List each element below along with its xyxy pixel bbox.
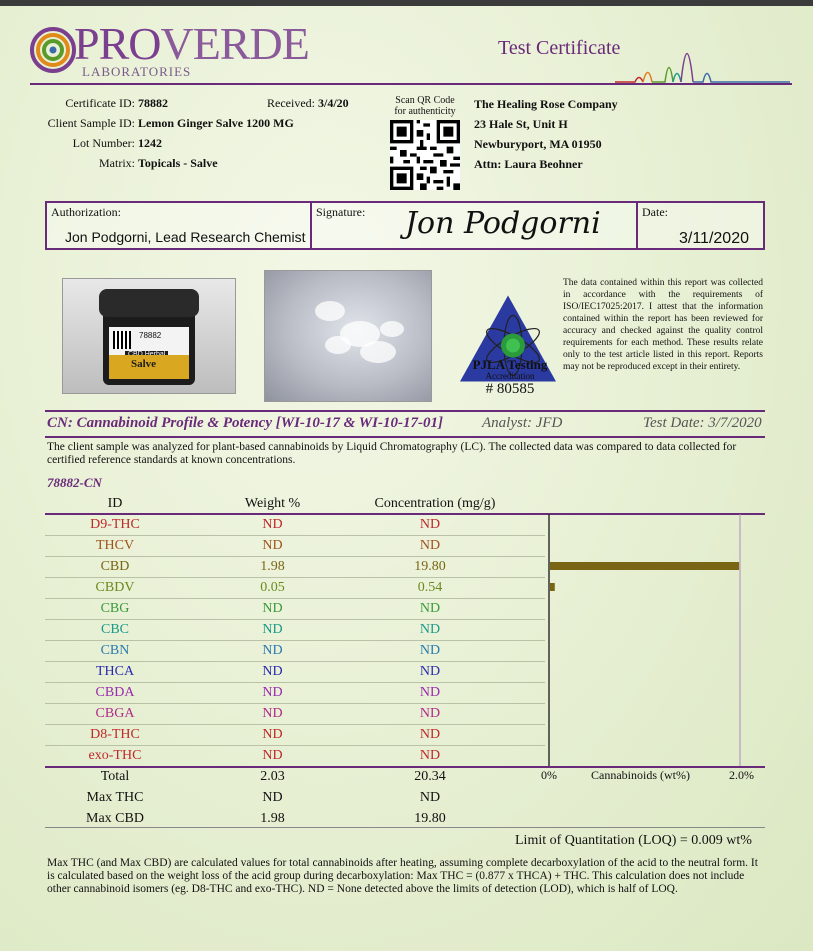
totals-row xyxy=(45,788,545,809)
section-analyst: Analyst: JFD xyxy=(482,415,563,431)
table-cell-conc: ND xyxy=(419,685,441,700)
table-row xyxy=(45,746,545,767)
disclaimer-text: The data contained within this report was collected in accordance with the requirements of ISO/IEC17025:2017. I attest that the information contained within the report has been reviewed for accuracy and checked against the quality control requirements for each method. These results relate only to the test article listed in this report. Reports may not be reproduced except in their entirety. xyxy=(563,278,763,372)
authorizer-name: Jon Podgorni, Lead Research Chemist xyxy=(65,229,306,245)
table-cell-weight: 0.05 xyxy=(260,580,285,595)
section-description: The client sample was analyzed for plant-based cannabinoids by Liquid Chromatography (LC). The collected data was compared to data collected for certified reference standards at known concentrations. xyxy=(47,441,737,466)
received-label: Received: xyxy=(267,96,315,110)
totals-row xyxy=(45,767,545,788)
authorization-label: Authorization: xyxy=(51,205,121,219)
loq-text: Limit of Quantitation (LOQ) = 0.009 wt% xyxy=(515,833,752,848)
table-cell-id: CBC xyxy=(100,622,129,637)
header-rule xyxy=(30,83,792,85)
chart-axis-title: Cannabinoids (wt%) xyxy=(591,768,690,782)
chart-tick-max: 2.0% xyxy=(729,768,754,782)
totals-cell-id: Max THC xyxy=(86,790,144,805)
received-value: 3/4/20 xyxy=(318,96,349,110)
table-cell-conc: ND xyxy=(419,748,441,763)
table-cell-conc: ND xyxy=(419,517,441,532)
jar-lid xyxy=(99,289,199,317)
logo-wordmark: PROVERDE xyxy=(74,18,309,69)
table-cell-conc: ND xyxy=(419,643,441,658)
table-cell-weight: ND xyxy=(262,538,283,553)
totals-cell-conc: ND xyxy=(419,790,441,805)
product-photo xyxy=(62,278,236,394)
table-cell-id: D9-THC xyxy=(90,517,140,532)
top-bar xyxy=(0,0,813,6)
table-row xyxy=(45,599,545,620)
table-cell-conc: 0.54 xyxy=(417,580,443,595)
table-cell-id: D8-THC xyxy=(90,727,140,742)
chromatogram-peaks-icon xyxy=(615,25,790,85)
table-cell-conc: ND xyxy=(419,601,441,616)
table-cell-weight: 1.98 xyxy=(260,559,285,574)
totals-cell-weight: 2.03 xyxy=(260,769,285,784)
date-value: 3/11/2020 xyxy=(679,230,749,247)
table-cell-conc: ND xyxy=(419,622,441,637)
section-test-date: Test Date: 3/7/2020 xyxy=(643,415,762,431)
table-row xyxy=(45,641,545,662)
table-cell-id: THCA xyxy=(95,664,135,679)
jar-yellow-label xyxy=(109,355,189,379)
auth-separator xyxy=(310,203,312,248)
chart-tick-min: 0% xyxy=(541,768,557,782)
table-row xyxy=(45,725,545,746)
table-row xyxy=(45,536,545,557)
table-cell-conc: ND xyxy=(419,706,441,721)
table-cell-weight: ND xyxy=(262,622,283,637)
footnote-text: Max THC (and Max CBD) are calculated values for total cannabinoids after heating, assuming complete decarboxylation of the acid to the neutral form. It is calculated based on the weight loss of the acid group during decarboxylation: Max THC = (0.877 x THCA) + THC. This calculation does not include other cannabinoid isomers (eg. D8-THC and exo-THC). ND = None detected above the limits of detection (LOD), which is half of LOQ. xyxy=(47,857,758,895)
table-row xyxy=(45,578,545,599)
chart-bar-cbd xyxy=(550,562,739,570)
qr-code-icon[interactable] xyxy=(390,120,460,190)
table-cell-weight: ND xyxy=(262,664,283,679)
qr-caption: Scan QR Code for authenticity xyxy=(394,95,456,117)
table-cell-id: CBG xyxy=(100,601,130,616)
totals-cell-weight: ND xyxy=(262,790,283,805)
jar-code: 78882 xyxy=(139,331,162,340)
table-cell-weight: ND xyxy=(262,601,283,616)
client-sample-id-label: Client Sample ID: xyxy=(47,116,135,130)
table-cell-weight: ND xyxy=(262,748,283,763)
signature-label: Signature: xyxy=(316,205,366,219)
chart-bar-cbdv xyxy=(550,583,555,591)
table-cell-weight: ND xyxy=(262,706,283,721)
totals-cell-id: Max CBD xyxy=(86,811,144,826)
col-header-weight: Weight % xyxy=(244,496,301,511)
sample-photo xyxy=(264,270,432,402)
table-row xyxy=(45,683,545,704)
lot-number-label: Lot Number: xyxy=(72,136,135,150)
authorization-box xyxy=(45,201,765,250)
certificate-id-value: 78882 xyxy=(138,96,168,110)
logo-circle-icon xyxy=(30,27,76,73)
table-cell-conc: 19.80 xyxy=(414,559,446,574)
client-sample-id-value: Lemon Ginger Salve 1200 MG xyxy=(138,116,294,130)
certificate-title: Test Certificate xyxy=(498,37,621,59)
totals-cell-id: Total xyxy=(100,769,130,784)
sample-code: 78882-CN xyxy=(47,475,102,490)
matrix-label: Matrix: xyxy=(99,156,135,170)
table-cell-weight: ND xyxy=(262,517,283,532)
table-cell-id: CBN xyxy=(100,643,130,658)
table-row xyxy=(45,704,545,725)
col-header-id: ID xyxy=(107,496,123,511)
table-row xyxy=(45,515,545,536)
table-cell-id: CBDA xyxy=(95,685,135,700)
table-cell-conc: ND xyxy=(419,664,441,679)
section-title: CN: Cannabinoid Profile & Potency [WI-10-17 & WI-10-17-01] xyxy=(47,415,443,431)
proverde-logo xyxy=(30,18,309,79)
certificate-id-label: Certificate ID: xyxy=(65,96,135,110)
client-city: Newburyport, MA 01950 xyxy=(474,137,602,151)
logo-subtitle: LABORATORIES xyxy=(82,64,192,79)
table-cell-id: CBGA xyxy=(95,706,135,721)
jar-qr-icon xyxy=(113,331,131,349)
col-header-concentration: Concentration (mg/g) xyxy=(374,496,496,511)
jar-salve-text: Salve xyxy=(131,358,157,370)
client-attn: Attn: Laura Beohner xyxy=(474,157,583,171)
client-street: 23 Hale St, Unit H xyxy=(474,117,568,131)
date-separator xyxy=(636,203,638,248)
table-cell-id: CBD xyxy=(100,559,130,574)
section-top-rule xyxy=(45,410,765,412)
date-label: Date: xyxy=(642,205,668,219)
section-bottom-rule xyxy=(45,436,765,438)
matrix-value: Topicals - Salve xyxy=(138,156,218,170)
table-cell-weight: ND xyxy=(262,643,283,658)
client-name: The Healing Rose Company xyxy=(474,97,618,111)
table-cell-conc: ND xyxy=(419,727,441,742)
cannabinoid-chart xyxy=(548,514,765,766)
signature: Jon Podgorni xyxy=(405,206,601,241)
lot-number-value: 1242 xyxy=(138,136,162,150)
totals-cell-conc: 19.80 xyxy=(414,811,446,826)
pjla-number: # 80585 xyxy=(485,381,535,397)
table-row xyxy=(45,662,545,683)
table-row xyxy=(45,620,545,641)
table-cell-weight: ND xyxy=(262,685,283,700)
client-address xyxy=(474,94,618,174)
table-cell-id: THCV xyxy=(95,538,135,553)
totals-cell-conc: 20.34 xyxy=(414,769,446,784)
table-cell-id: CBDV xyxy=(95,580,135,595)
table-row xyxy=(45,557,545,578)
table-cell-weight: ND xyxy=(262,727,283,742)
pjla-sub: Accreditation xyxy=(485,371,535,381)
totals-cell-weight: 1.98 xyxy=(260,811,285,826)
table-cell-conc: ND xyxy=(419,538,441,553)
table-cell-id: exo-THC xyxy=(88,748,142,763)
footer-rule xyxy=(45,827,765,828)
pjla-name: PJLA Testing xyxy=(472,357,548,372)
